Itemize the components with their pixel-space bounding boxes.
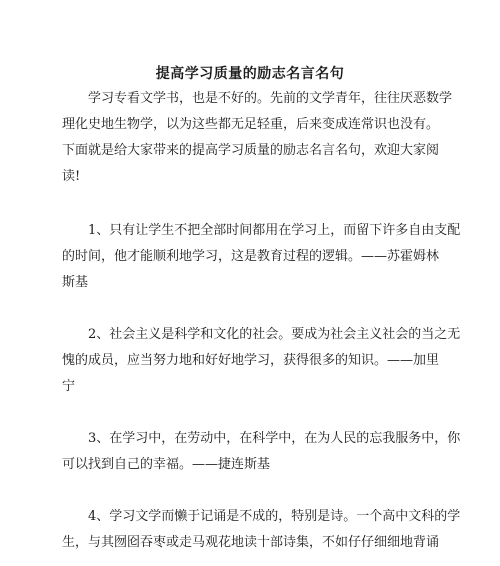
quote-paragraph-1	[62, 218, 461, 296]
paragraph-line: 下面就是给大家带来的提高学习质量的励志名言名句，欢迎大家阅	[62, 143, 440, 158]
paragraph-line: 生，与其囫囵吞枣或走马观花地读十部诗集，不如仔仔细细地背诵	[62, 535, 440, 550]
paragraph-line: 学习专看文学书，也是不好的。先前的文学青年，往往厌恶数学	[88, 91, 453, 106]
intro-paragraph	[62, 86, 453, 190]
quote-paragraph-3	[62, 426, 461, 478]
paragraph-line: 的时间，他才能顺利地学习，这是教育过程的逻辑。——苏霍姆林	[62, 249, 440, 264]
paragraph-line: 2、社会主义是科学和文化的社会。要成为社会主义社会的当之无	[88, 327, 461, 342]
paragraph-line: 宁	[62, 379, 76, 394]
paragraph-line: 理化史地生物学，以为这些都无足轻重，后来变成连常识也没有。	[62, 117, 440, 132]
quote-paragraph-4	[62, 504, 461, 556]
paragraph-line: 4、学习文学而懒于记诵是不成的，特别是诗。一个高中文科的学	[88, 509, 461, 524]
document-title: 提高学习质量的励志名言名句	[155, 66, 345, 82]
paragraph-line: 1、只有让学生不把全部时间都用在学习上，而留下许多自由支配	[88, 223, 461, 238]
paragraph-line: 3、在学习中，在劳动中，在科学中，在为人民的忘我服务中，你	[88, 431, 461, 446]
paragraph-line: 读!	[62, 169, 81, 184]
paragraph-line: 斯基	[62, 275, 89, 290]
paragraph-line: 愧的成员，应当努力地和好好地学习，获得很多的知识。——加里	[62, 353, 440, 368]
paragraph-line: 可以找到自己的幸福。——捷连斯基	[62, 457, 271, 472]
quote-paragraph-2	[62, 322, 461, 400]
